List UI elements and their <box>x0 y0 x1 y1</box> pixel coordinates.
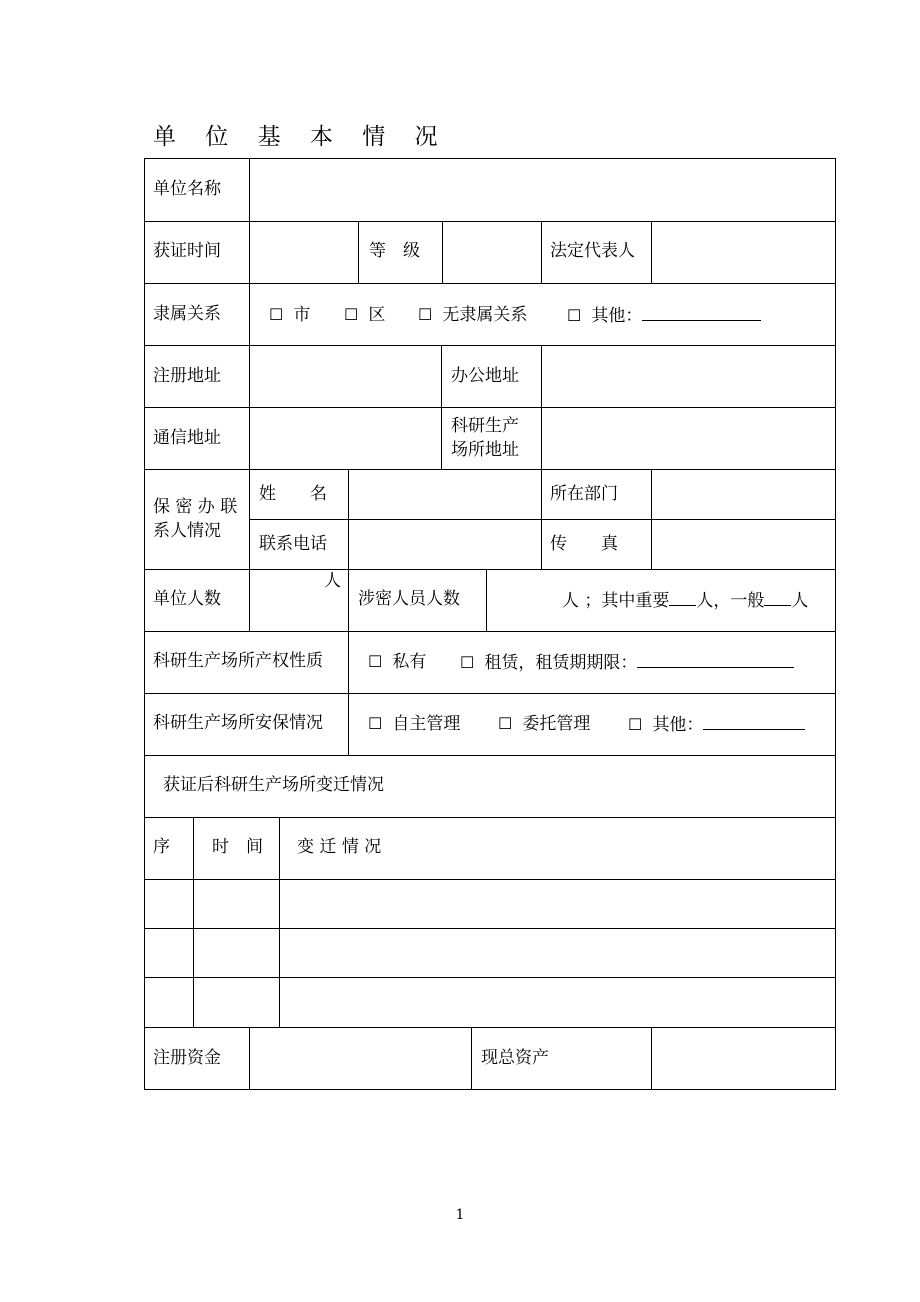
checkbox-icon: ☐ <box>368 652 383 671</box>
phone-field[interactable] <box>349 520 540 568</box>
checkbox-icon: ☐ <box>567 306 582 325</box>
label-site-address-2: 场所地址 <box>451 440 519 460</box>
grade-field[interactable] <box>443 222 540 282</box>
col-seq: 序 <box>153 837 170 857</box>
office-address-field[interactable] <box>542 346 834 406</box>
checkbox-icon: ☐ <box>269 305 284 324</box>
other-affiliation-blank[interactable] <box>642 303 761 321</box>
col-time: 时 间 <box>212 837 263 857</box>
page-title: 单 位 基 本 情 况 <box>153 124 449 150</box>
checkbox-icon: ☐ <box>460 653 475 672</box>
security-other-blank[interactable] <box>703 712 805 730</box>
label-affiliation: 隶属关系 <box>153 304 221 324</box>
relocation-change-cell[interactable] <box>280 929 834 976</box>
site-address-field[interactable] <box>542 408 834 468</box>
label-legal-rep: 法定代表人 <box>550 241 635 261</box>
label-contact-2: 系人情况 <box>153 521 221 541</box>
label-reg-capital: 注册资金 <box>153 1048 221 1068</box>
checkbox-icon: ☐ <box>498 714 513 733</box>
mail-address-field[interactable] <box>250 408 440 468</box>
relocation-seq-cell[interactable] <box>145 880 192 927</box>
label-reg-address: 注册地址 <box>153 366 221 386</box>
label-office-address: 办公地址 <box>451 366 519 386</box>
option-security-other[interactable]: ☐ 其他： <box>628 712 805 737</box>
relocation-change-cell[interactable] <box>280 978 834 1026</box>
label-grade: 等 级 <box>369 241 420 261</box>
option-self-managed[interactable]: ☐ 自主管理 <box>368 714 461 734</box>
reg-capital-field[interactable] <box>250 1028 470 1088</box>
total-assets-field[interactable] <box>652 1028 834 1088</box>
label-contact-1: 保 密 办 联 <box>153 497 238 517</box>
option-district[interactable]: ☐ 区 <box>344 305 386 325</box>
relocation-change-cell[interactable] <box>280 880 834 927</box>
reg-address-field[interactable] <box>250 346 440 406</box>
label-unit-name: 单位名称 <box>153 179 221 199</box>
option-city[interactable]: ☐ 市 <box>269 305 311 325</box>
label-staff-count: 单位人数 <box>153 589 221 609</box>
relocation-time-cell[interactable] <box>194 929 278 976</box>
label-contact-name: 姓 名 <box>259 484 327 504</box>
fax-field[interactable] <box>652 520 834 568</box>
label-phone: 联系电话 <box>259 534 327 554</box>
checkbox-icon: ☐ <box>368 714 383 733</box>
relocation-seq-cell[interactable] <box>145 929 192 976</box>
contact-name-field[interactable] <box>349 470 540 518</box>
label-department: 所在部门 <box>550 484 618 504</box>
legal-rep-field[interactable] <box>652 222 834 282</box>
unit-info-form <box>144 158 836 1089</box>
cert-time-field[interactable] <box>250 222 357 282</box>
label-total-assets: 现总资产 <box>481 1048 549 1068</box>
option-rented[interactable]: ☐ 租赁，租赁期期限： <box>460 650 794 675</box>
label-site-property: 科研生产场所产权性质 <box>153 651 323 671</box>
label-fax: 传 真 <box>550 534 618 554</box>
relocation-seq-cell[interactable] <box>145 978 192 1026</box>
page-number: 1 <box>455 1207 465 1223</box>
option-other[interactable]: ☐ 其他： <box>567 303 761 328</box>
label-relocation: 获证后科研生产场所变迁情况 <box>163 775 384 795</box>
label-mail-address: 通信地址 <box>153 428 221 448</box>
important-count-blank[interactable] <box>669 588 696 606</box>
col-change: 变 迁 情 况 <box>297 837 382 857</box>
general-count-blank[interactable] <box>764 588 791 606</box>
relocation-time-cell[interactable] <box>194 978 278 1026</box>
checkbox-icon: ☐ <box>628 715 643 734</box>
lease-term-blank[interactable] <box>637 650 794 668</box>
unit-name-field[interactable] <box>250 159 834 220</box>
staff-count-unit: 人 <box>324 571 341 591</box>
label-site-address-1: 科研生产 <box>451 416 519 436</box>
option-entrusted[interactable]: ☐ 委托管理 <box>498 714 591 734</box>
secret-staff-detail: 人 ；其中重要 人，一般 人 <box>562 588 808 613</box>
label-cert-time: 获证时间 <box>153 241 221 261</box>
label-secret-staff: 涉密人员人数 <box>358 589 460 609</box>
label-site-security: 科研生产场所安保情况 <box>153 713 323 733</box>
option-no-affiliation[interactable]: ☐ 无隶属关系 <box>418 305 528 325</box>
department-field[interactable] <box>652 470 834 518</box>
checkbox-icon: ☐ <box>344 305 359 324</box>
checkbox-icon: ☐ <box>418 305 433 324</box>
option-private[interactable]: ☐ 私有 <box>368 652 427 672</box>
relocation-time-cell[interactable] <box>194 880 278 927</box>
